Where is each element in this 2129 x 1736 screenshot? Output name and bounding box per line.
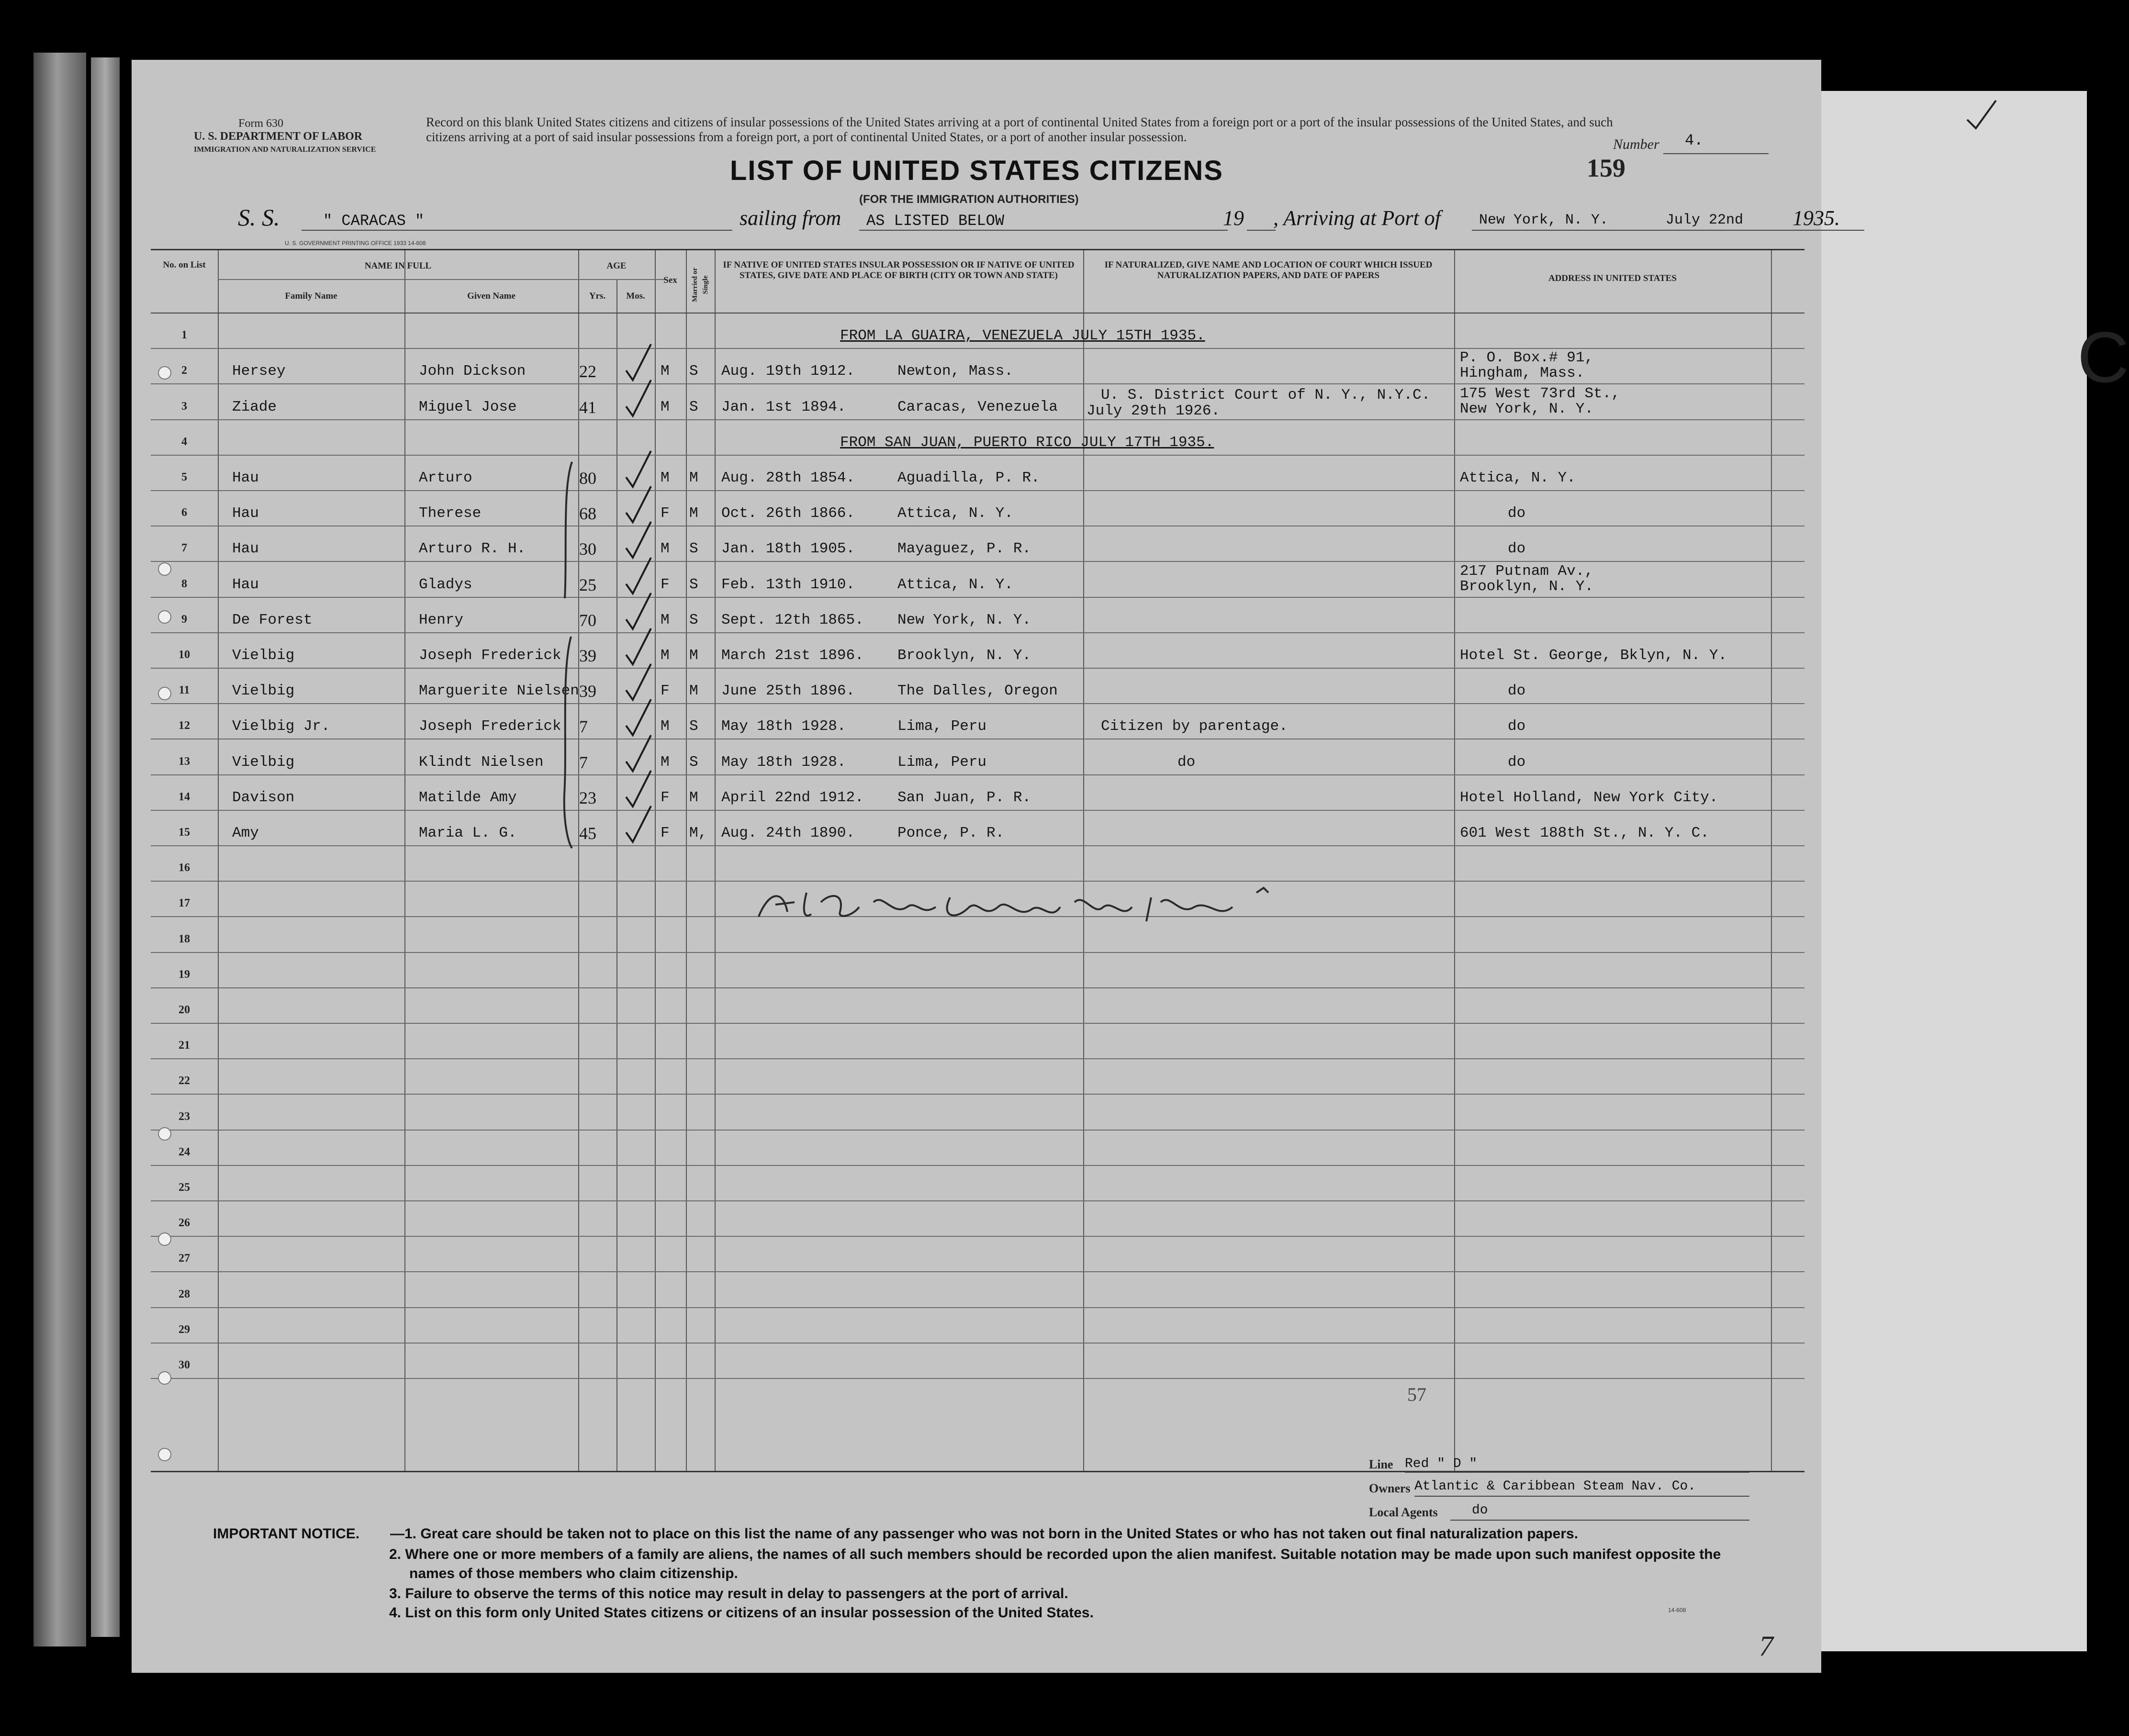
row-number: 12 [179,719,190,732]
col-divider [715,250,716,1471]
row-number: 13 [179,755,190,768]
birth-place: New York, N. Y. [897,611,1031,628]
age-years: 23 [579,788,596,807]
row-number: 22 [179,1075,190,1087]
family-name: Hau [232,540,259,558]
row-separator [151,348,1804,349]
sex: M [661,398,670,415]
row-separator [151,1271,1804,1272]
port: New York, N. Y. [1479,212,1609,228]
adjacent-page-letter: C [2077,317,2129,397]
marital-status: M [689,470,698,486]
birth-date: May 18th 1928. [721,753,846,771]
family-name: De Forest [232,611,313,628]
birth-date: Oct. 26th 1866. [721,505,855,522]
sex: F [661,505,670,522]
sex: M [661,363,670,380]
birth-date: Jan. 18th 1905. [721,540,855,558]
age-years: 68 [579,504,596,524]
section-header: FROM SAN JUAN, PUERTO RICO JULY 17TH 1935. [840,434,1214,451]
sex: M [661,753,670,771]
family-name: Amy [232,825,259,841]
punch-hole [158,1448,171,1461]
given-name: Joseph Frederick [419,718,561,735]
number-line [1663,153,1769,154]
header-separator [151,313,1804,314]
punch-hole [158,366,171,380]
notice-4: 4. List on this form only United States citizens or citizens of an insular possession of the United States. [389,1605,1094,1621]
section-header: FROM LA GUAIRA, VENEZUELA JULY 15TH 1935. [840,327,1205,345]
row-number: 18 [179,932,190,945]
row-separator [151,455,1804,456]
sex: M [661,647,670,664]
birth-place: Lima, Peru [897,718,987,735]
family-name: Ziade [232,398,277,415]
age-years: 7 [579,717,588,737]
col-name-in-full: NAME IN FULL [364,261,432,271]
arrival-year: 1935. [1793,206,1840,230]
age-years: 80 [579,469,596,488]
row-separator [151,490,1804,491]
address-line-1: 217 Putnam Av., [1460,562,1594,580]
col-divider [1454,250,1455,1471]
sailing-from: AS LISTED BELOW [866,212,1005,230]
form-title: LIST OF UNITED STATES CITIZENS [730,155,1223,186]
punch-hole [158,1232,171,1246]
col-given-name: Given Name [467,291,515,301]
sex: F [661,683,670,700]
form-subtitle: (FOR THE IMMIGRATION AUTHORITIES) [859,193,1079,206]
sailing-label: sailing from [740,206,841,230]
form-department: U. S. DEPARTMENT OF LABOR [194,130,363,143]
sex: M [661,470,670,486]
age-years: 39 [579,646,596,665]
row-separator [151,1343,1804,1344]
birth-date: May 18th 1928. [721,718,846,735]
line-label: Line [1369,1457,1393,1471]
col-sex: Sex [663,275,677,285]
birth-place: The Dalles, Oregon [897,683,1058,700]
row-separator [151,952,1804,953]
sailing-from-line [859,230,1228,231]
col-divider [404,250,405,1471]
marital-status: S [689,576,698,593]
marital-status: M [689,789,698,806]
family-bracket [558,459,577,852]
header-separator [218,279,665,280]
row-number: 30 [179,1359,190,1371]
given-name: Marguerite Nielsen [419,683,579,700]
row-number: 6 [181,506,187,519]
line-value: Red " D " [1405,1456,1478,1471]
binder-spine [34,53,86,1646]
row-separator [151,632,1804,633]
address: do [1508,683,1526,700]
form-number: Form 630 [238,117,283,130]
birth-date: March 21st 1896. [721,647,864,664]
address-line-2: Brooklyn, N. Y. [1460,578,1594,595]
year-prefix: 19 [1223,206,1244,230]
address: do [1508,753,1526,771]
family-name: Hersey [232,363,286,380]
sex: M [661,540,670,558]
col-no: No. on List [163,260,206,270]
form-code: 14-608 [1668,1607,1686,1613]
row-number: 9 [181,613,187,626]
row-number: 11 [179,684,190,697]
notice-3: 3. Failure to observe the terms of this notice may result in delay to passengers at the port of arrival. [389,1586,1068,1602]
row-number: 25 [179,1181,190,1194]
marital-status: M [689,505,698,522]
page-number-stamp: 159 [1587,154,1625,182]
arriving-label: , Arriving at Port of [1273,206,1441,230]
agents-value: do [1472,1503,1488,1518]
birth-place: Attica, N. Y. [897,505,1013,522]
birth-place: Aguadilla, P. R. [897,470,1040,486]
family-name: Vielbig [232,753,295,771]
row-separator [151,703,1804,704]
marital-status: S [689,611,698,628]
family-name: Hau [232,505,259,522]
address-line-1: P. O. Box.# 91, [1460,349,1594,367]
row-number: 26 [179,1217,190,1230]
col-divider [1771,250,1772,1471]
row-separator [151,383,1804,384]
manifest-table [151,249,1804,1472]
ship-name: " CARACAS " [323,212,425,230]
row-separator [151,1023,1804,1024]
address: Hotel Holland, New York City. [1460,789,1718,806]
row-separator [151,774,1804,775]
age-years: 22 [579,362,596,381]
row-number: 4 [181,435,187,448]
row-number: 24 [179,1145,190,1158]
form-instruction: Record on this blank United States citizens and citizens of insular possessions of the United States arriving at a port of continental United States from a foreign port or a port of the insular possessions of the United States, and such citizens arriving at a port of said insular possessions from a foreign port, a port of continental United States, or a port of another insular possession. [426,115,1613,144]
sex: F [661,789,670,806]
agents-label: Local Agents [1369,1505,1438,1519]
col-address: ADDRESS IN UNITED STATES [1548,273,1677,283]
address-line-2: Hingham, Mass. [1460,365,1585,382]
age-years: 30 [579,539,596,559]
row-separator [151,668,1804,669]
marital-status: S [689,718,698,735]
row-separator [151,845,1804,846]
row-number: 19 [179,968,190,981]
col-divider [1083,250,1084,1471]
punch-hole [158,1127,171,1141]
marital-status: S [689,753,698,771]
address: do [1508,718,1526,735]
check-mark-icon [622,378,656,421]
naturalization-date: July 29th 1926. [1087,402,1221,419]
col-family-name: Family Name [285,291,337,301]
row-separator [151,597,1804,598]
family-name: Davison [232,789,295,806]
given-name: Maria L. G. [419,825,517,841]
row-number: 1 [181,329,187,342]
birth-place: Attica, N. Y. [897,576,1013,593]
row-number: 10 [179,649,190,661]
row-separator [151,1378,1804,1379]
marital-status: S [689,363,698,380]
age-years: 70 [579,610,596,630]
col-naturalized: IF NATURALIZED, GIVE NAME AND LOCATION OF COURT WHICH ISSUED NATURALIZATION PAPERS, AND DATE OF PAPERS [1104,260,1433,280]
birth-date: Jan. 1st 1894. [721,398,846,415]
birth-date: Feb. 13th 1910. [721,576,855,593]
given-name: Henry [419,611,464,628]
corner-mark: 7 [1759,1630,1773,1662]
punch-hole [158,1371,171,1385]
form-info [194,117,376,156]
binder-edge [91,57,120,1637]
row-number: 8 [181,577,187,590]
marital-status: M [689,647,698,664]
given-name: John Dickson [419,363,526,380]
row-separator [151,561,1804,562]
family-name: Vielbig [232,683,295,700]
sex: M [661,611,670,628]
col-yrs: Yrs. [589,291,606,301]
given-name: Matilde Amy [419,789,517,806]
birth-date: Aug. 28th 1854. [721,470,855,486]
given-name: Joseph Frederick [419,647,561,664]
row-separator [151,987,1804,988]
line-field-line [1405,1472,1749,1473]
given-name: Klindt Nielsen [419,753,544,771]
birth-place: Newton, Mass. [897,363,1013,380]
print-code: U. S. GOVERNMENT PRINTING OFFICE 1933 14-608 [285,240,426,246]
punch-hole [158,610,171,624]
given-name: Gladys [419,576,472,593]
row-separator [151,1200,1804,1201]
family-name: Vielbig [232,647,295,664]
notice-title: IMPORTANT NOTICE. [213,1526,360,1542]
col-birth: IF NATIVE OF UNITED STATES INSULAR POSSESSION OR IF NATIVE OF UNITED STATES, GIVE DATE AND PLACE OF BIRTH (CITY OR TOWN AND STATE) [723,260,1075,280]
owners-value: Atlantic & Caribbean Steam Nav. Co. [1414,1479,1696,1494]
row-number: 5 [181,471,187,483]
manifest-sheet [132,60,1840,1673]
owners-label: Owners [1369,1481,1411,1495]
age-years: 45 [579,824,596,843]
notice-2: 2. Where one or more members of a family are aliens, the names of all such members should be recorded upon the alien manifest. Suitable notation may be made upon such manifest opposite the names of those members who claim citizenship. [389,1546,1721,1581]
number-label: Number [1613,136,1659,152]
family-name: Vielbig Jr. [232,718,330,735]
given-name: Arturo R. H. [419,540,526,558]
col-divider [578,250,579,1471]
naturalization-info: Citizen by parentage. [1101,718,1288,735]
birth-date: Aug. 24th 1890. [721,825,855,841]
address: Attica, N. Y. [1460,470,1576,486]
birth-date: Aug. 19th 1912. [721,363,855,380]
ss-label: S. S. [238,204,280,231]
sex: F [661,825,670,841]
age-years: 41 [579,397,596,417]
year-line [1247,230,1276,231]
birth-date: June 25th 1896. [721,683,855,700]
birth-place: Mayaguez, P. R. [897,540,1031,558]
address: Hotel St. George, Bklyn, N. Y. [1460,647,1727,664]
row-separator [151,419,1804,420]
age-years: 25 [579,575,596,594]
given-name: Miguel Jose [419,398,517,415]
col-age: AGE [606,261,627,271]
address-line-2: New York, N. Y. [1460,400,1594,417]
row-number: 15 [179,826,190,839]
sex: F [661,576,670,593]
row-separator [151,1094,1804,1095]
row-number: 28 [179,1288,190,1300]
naturalization-court: U. S. District Court of N. Y., N.Y.C. [1101,386,1431,403]
row-number: 27 [179,1252,190,1265]
row-separator [151,1058,1804,1059]
address-line-1: 175 West 73rd St., [1460,385,1620,402]
row-number: 17 [179,897,190,910]
col-mos: Mos. [626,291,645,301]
row-separator [151,1307,1804,1308]
birth-place: Caracas, Venezuela [897,398,1058,415]
arrival-date: July 22nd [1666,212,1744,228]
family-name: Hau [232,470,259,486]
sex: M [661,718,670,735]
birth-place: San Juan, P. R. [897,789,1031,806]
birth-date: April 22nd 1912. [721,789,864,806]
row-separator [151,1165,1804,1166]
address: do [1508,505,1526,522]
form-service: IMMIGRATION AND NATURALIZATION SERVICE [194,146,376,154]
address: do [1508,540,1526,558]
punch-hole [158,562,171,576]
col-married: Married or Single [691,267,709,302]
marital-status: S [689,540,698,558]
col-divider [218,250,219,1471]
row-number: 21 [179,1039,190,1052]
col-divider [616,279,617,1471]
number-value: 4. [1685,132,1703,149]
check-mark-icon [1962,96,2001,134]
stamp-57: 57 [1407,1384,1426,1405]
ship-name-line [302,230,732,231]
given-name: Arturo [419,470,472,486]
row-number: 2 [181,364,187,377]
naturalization-info: do [1177,753,1196,771]
row-number: 23 [179,1110,190,1123]
row-separator [151,810,1804,811]
row-number: 16 [179,862,190,874]
age-years: 39 [579,682,596,701]
notice-1: —1. Great care should be taken not to place on this list the name of any passenger who was not born in the United States or who has not taken out final naturalization papers. [390,1526,1579,1542]
birth-place: Lima, Peru [897,753,987,771]
family-name: Hau [232,576,259,593]
age-years: 7 [579,752,588,772]
birth-place: Ponce, P. R. [897,825,1005,841]
check-mark-icon [622,804,656,847]
row-separator [151,1130,1804,1131]
birth-date: Sept. 12th 1865. [721,611,864,628]
row-number: 20 [179,1004,190,1016]
given-name: Therese [419,505,482,522]
adjacent-page [1800,91,2129,1651]
marital-status: M, [689,825,707,841]
punch-hole [158,687,171,700]
agents-field-line [1450,1520,1749,1521]
address: 601 West 188th St., N. Y. C. [1460,825,1709,841]
row-number: 14 [179,790,190,803]
birth-place: Brooklyn, N. Y. [897,647,1031,664]
row-separator [151,1236,1804,1237]
owners-field-line [1414,1496,1749,1497]
col-divider [655,250,656,1471]
handwritten-inspector-note [749,874,1395,941]
col-divider [686,250,687,1471]
marital-status: M [689,683,698,700]
row-number: 3 [181,400,187,413]
row-number: 7 [181,542,187,555]
row-number: 29 [179,1323,190,1336]
marital-status: S [689,398,698,415]
